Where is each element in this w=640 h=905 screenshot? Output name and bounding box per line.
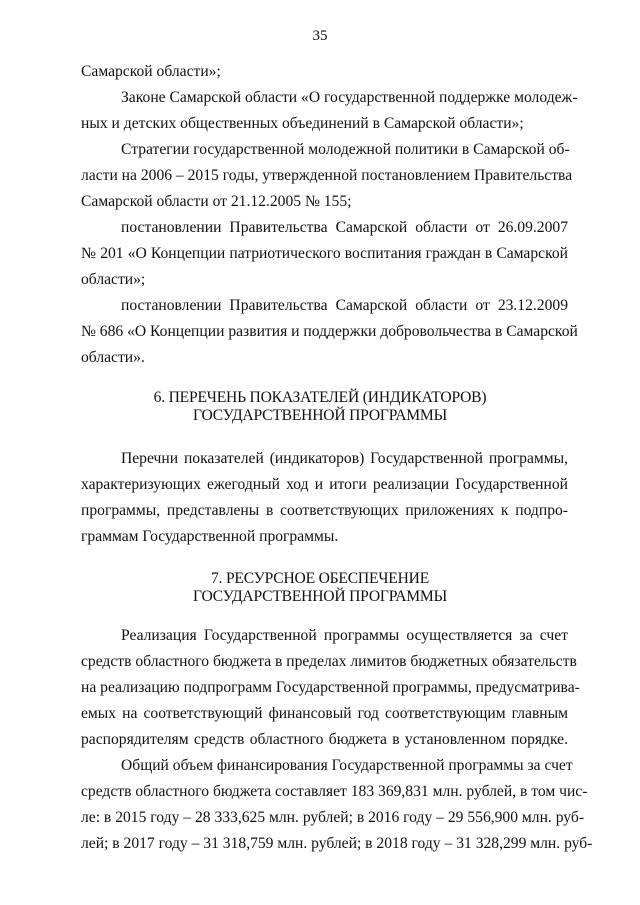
text-line: ласти на 2006 – 2015 годы, утвержденной постановлением Правительства — [81, 167, 573, 184]
text-line: постановлении Правительства Самарской области от 26.09.2007 — [121, 219, 568, 236]
text-line: граммам Государственной программы. — [81, 528, 339, 545]
text-line: Законе Самарской области «О государственной поддержке молодеж- — [121, 89, 578, 106]
text-line: на реализацию подпрограмм Государственной программы, предусматрива- — [81, 679, 580, 696]
text-line: Самарской области от 21.12.2005 № 155; — [81, 193, 352, 210]
section-heading: ГОСУДАРСТВЕННОЙ ПРОГРАММЫ — [193, 588, 447, 605]
text-line: Самарской области»; — [81, 63, 221, 80]
text-line: области»; — [81, 271, 146, 288]
text-line: ле: в 2015 году – 28 333,625 млн. рублей; в 2016 году – 29 556,900 млн. руб- — [81, 809, 585, 826]
text-line: ных и детских общественных объединений в Самарской области»; — [81, 115, 524, 132]
text-line: Реализация Государственной программы осуществляется за счет — [121, 627, 568, 644]
text-line: характеризующих ежегодный ход и итоги реализации Государственной — [81, 476, 568, 493]
text-line: Стратегии государственной молодежной политики в Самарской об- — [121, 141, 570, 158]
text-line: распорядителям средств областного бюджета в установленном порядке. — [81, 731, 568, 748]
text-line: постановлении Правительства Самарской области от 23.12.2009 — [121, 297, 568, 314]
text-line: № 201 «О Концепции патриотического воспитания граждан в Самарской — [81, 245, 568, 262]
text-line: средств областного бюджета в пределах лимитов бюджетных обязательств — [81, 653, 577, 670]
section-heading: 7. РЕСУРСНОЕ ОБЕСПЕЧЕНИЕ — [210, 570, 430, 587]
page-number: 35 — [312, 28, 328, 44]
text-line: программы, представлены в соответствующих приложениях к подпро- — [81, 502, 568, 519]
section-heading: ГОСУДАРСТВЕННОЙ ПРОГРАММЫ — [193, 407, 447, 424]
text-line: № 686 «О Концепции развития и поддержки добровольчества в Самарской — [81, 323, 578, 340]
text-line: области». — [81, 349, 145, 366]
text-line: лей; в 2017 году – 31 318,759 млн. рублей; в 2018 году – 31 328,299 млн. руб- — [81, 835, 593, 852]
text-line: Перечни показателей (индикаторов) Государственной программы, — [121, 450, 568, 467]
text-line: Общий объем финансирования Государственной программы за счет — [121, 757, 573, 774]
section-heading: 6. ПЕРЕЧЕНЬ ПОКАЗАТЕЛЕЙ (ИНДИКАТОРОВ) — [153, 389, 487, 406]
text-line: средств областного бюджета составляет 183 369,831 млн. рублей, в том чис- — [81, 783, 588, 800]
text-line: емых на соответствующий финансовый год соответствующим главным — [81, 705, 568, 722]
